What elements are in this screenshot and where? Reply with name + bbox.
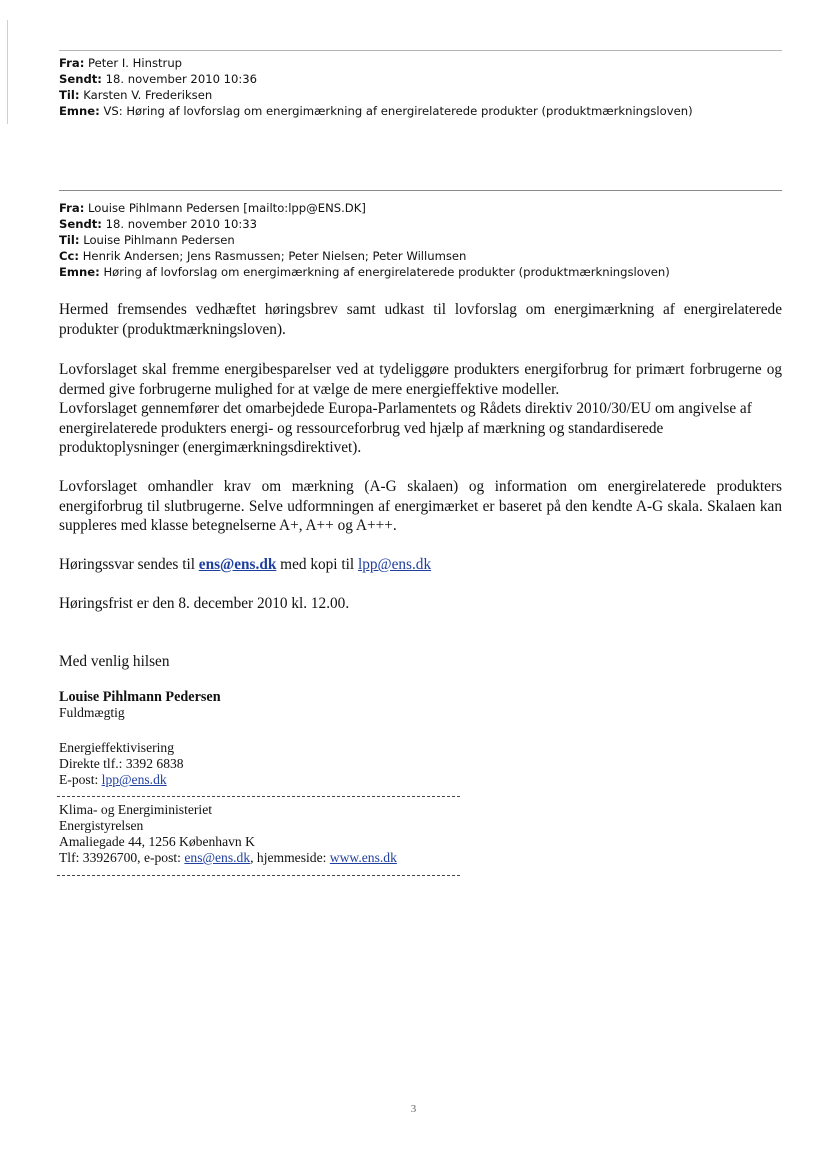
sent-label: Sendt: bbox=[59, 72, 102, 86]
agency-name: Energistyrelsen bbox=[59, 818, 144, 833]
from-row bbox=[59, 200, 799, 216]
sent-value: 18. november 2010 10:33 bbox=[105, 217, 258, 231]
organisation-block bbox=[59, 802, 479, 866]
from-value: Louise Pihlmann Pedersen [mailto:lpp@ENS.DK] bbox=[88, 201, 366, 215]
closing-text: Med venlig hilsen bbox=[59, 653, 170, 670]
cc-row bbox=[59, 248, 799, 264]
message-body-purpose bbox=[59, 360, 782, 458]
header-divider-top bbox=[59, 50, 782, 51]
scope-paragraph: Lovforslaget omhandler krav om mærkning (A-G skalaen) og information om energirelaterede produkters energiforbrug til slutbrugerne. Selve udformningen af energimærket er baseret på den kendte A-G skala. Skalaen kan suppleres med klasse betegnelserne A+, A++ og A+++. bbox=[59, 478, 782, 535]
replies-email-link[interactable]: ens@ens.dk bbox=[198, 556, 277, 573]
signature-divider-bottom bbox=[57, 875, 460, 876]
subject-label: Emne: bbox=[59, 265, 100, 279]
deadline-text: Høringsfrist er den 8. december 2010 kl. 12.00. bbox=[59, 595, 350, 612]
to-label: Til: bbox=[59, 88, 80, 102]
signature-email-link[interactable]: lpp@ens.dk bbox=[101, 772, 167, 787]
to-row bbox=[59, 87, 799, 103]
to-value: Karsten V. Frederiksen bbox=[83, 88, 213, 102]
intro-paragraph: Hermed fremsendes vedhæftet høringsbrev samt udkast til lovforslag om energimærkning af energirelaterede produkter (produktmærkningsloven). bbox=[59, 301, 782, 338]
to-row bbox=[59, 232, 799, 248]
signature-contact bbox=[59, 740, 479, 788]
purpose-paragraph: Lovforslaget skal fremme energibesparelser ved at tydeliggøre produkters energiforbrug for primært forbrugerne og dermed give forbrugerne mulighed for at vælge de mere energieffektive modeller. bbox=[59, 361, 782, 398]
signature-department: Energieffektivisering bbox=[59, 740, 175, 755]
signature-title: Fuldmægtig bbox=[59, 705, 125, 720]
signature-block bbox=[59, 689, 479, 721]
deadline-line bbox=[59, 594, 782, 614]
page-number: 3 bbox=[410, 1103, 417, 1115]
replies-line bbox=[59, 555, 782, 575]
signature-phone: Direkte tlf.: 3392 6838 bbox=[59, 756, 184, 771]
contact-prefix: Tlf: 33926700, e-post: bbox=[59, 850, 185, 865]
agency-email-link[interactable]: ens@ens.dk bbox=[184, 850, 251, 865]
signature-email-row bbox=[59, 772, 479, 788]
subject-row bbox=[59, 103, 799, 119]
website-link[interactable]: www.ens.dk bbox=[329, 850, 397, 865]
subject-value: Høring af lovforslag om energimærkning af energirelaterede produkter (produktmærkningsloven) bbox=[103, 265, 670, 279]
sent-label: Sendt: bbox=[59, 217, 102, 231]
sent-row bbox=[59, 71, 799, 87]
subject-label: Emne: bbox=[59, 104, 100, 118]
to-label: Til: bbox=[59, 233, 80, 247]
agency-contact-row bbox=[59, 850, 479, 866]
message-body-scope bbox=[59, 477, 782, 536]
agency-address: Amaliegade 44, 1256 København K bbox=[59, 834, 255, 849]
ministry-name: Klima- og Energiministeriet bbox=[59, 802, 213, 817]
cc-label: Cc: bbox=[59, 249, 80, 263]
closing-line bbox=[59, 652, 782, 672]
cc-value: Henrik Andersen; Jens Rasmussen; Peter Nielsen; Peter Willumsen bbox=[82, 249, 467, 263]
from-row bbox=[59, 55, 799, 71]
original-header bbox=[59, 200, 799, 280]
subject-value: VS: Høring af lovforslag om energimærkning af energirelaterede produkter (produktmærkningsloven) bbox=[103, 104, 693, 118]
directive-paragraph: Lovforslaget gennemfører det omarbejdede Europa-Parlamentets og Rådets direktiv 2010/30/EU om angivelse af energirelaterede produkters energi- og ressourceforbrug ved hjælp af mærkning og standardiserede produktoplysninger (energimærkningsdirektivet). bbox=[59, 400, 752, 457]
from-label: Fra: bbox=[59, 201, 85, 215]
message-body bbox=[59, 300, 782, 339]
replies-prefix: Høringssvar sendes til bbox=[59, 556, 199, 573]
subject-row bbox=[59, 264, 799, 280]
signature-divider-top bbox=[57, 796, 460, 797]
from-label: Fra: bbox=[59, 56, 85, 70]
contact-mid: , hjemmeside: bbox=[250, 850, 330, 865]
replies-cc-email-link[interactable]: lpp@ens.dk bbox=[357, 556, 432, 573]
sent-value: 18. november 2010 10:36 bbox=[105, 72, 258, 86]
header-divider-original bbox=[59, 190, 782, 191]
from-value: Peter I. Hinstrup bbox=[88, 56, 183, 70]
signature-name: Louise Pihlmann Pedersen bbox=[59, 689, 221, 705]
replies-mid: med kopi til bbox=[276, 556, 358, 573]
sent-row bbox=[59, 216, 799, 232]
scan-edge-mark bbox=[7, 20, 8, 124]
signature-email-label: E-post: bbox=[59, 772, 102, 787]
forward-header bbox=[59, 55, 799, 119]
to-value: Louise Pihlmann Pedersen bbox=[83, 233, 235, 247]
